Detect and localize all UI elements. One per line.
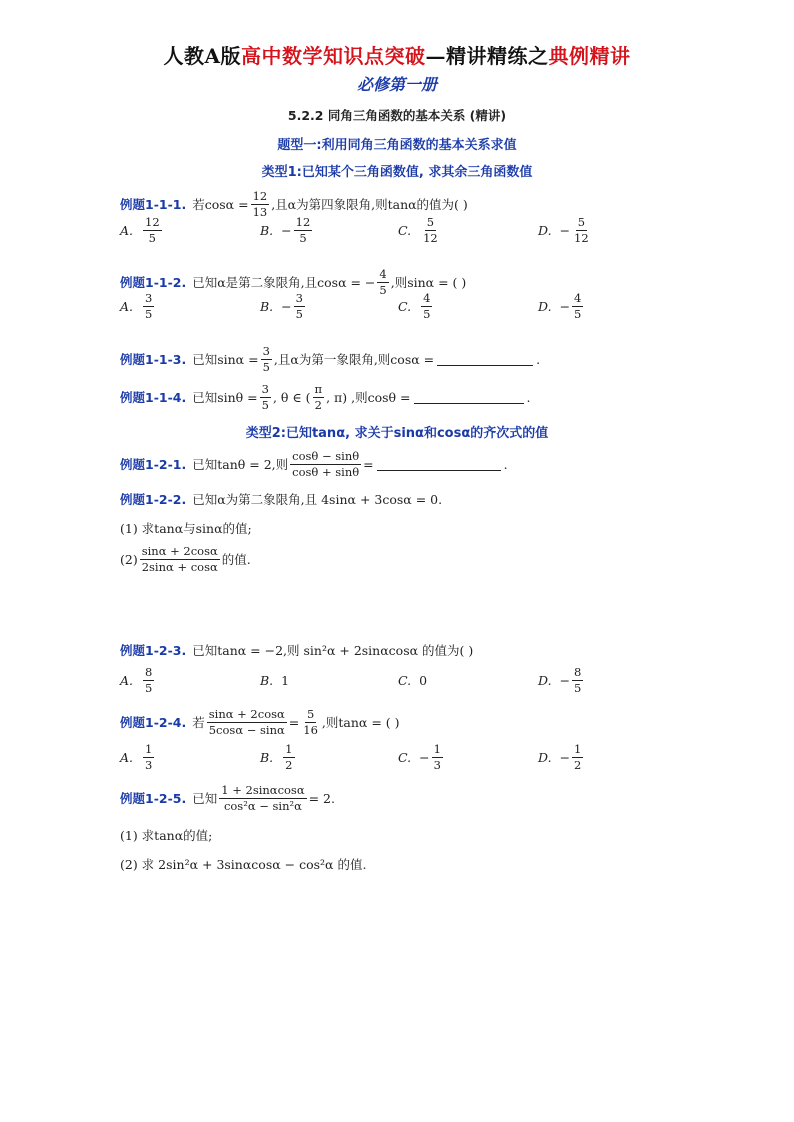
fraction	[313, 383, 325, 411]
numerator: 3	[145, 290, 153, 305]
option-d[interactable]	[538, 743, 585, 771]
denominator: 5	[574, 306, 582, 321]
problem-text: = 2.	[308, 790, 335, 806]
fraction	[283, 743, 294, 771]
denominator: 2	[314, 397, 322, 412]
problem-1-2-3	[120, 641, 473, 659]
problem-text: .	[503, 456, 508, 472]
option-d[interactable]	[538, 666, 585, 694]
option-sign: −	[559, 222, 571, 238]
denominator: 5	[262, 359, 270, 374]
problem-label: 例题1-2-4.	[120, 715, 187, 731]
numerator: 4	[574, 290, 582, 305]
problem-text: 已知sinθ =	[192, 390, 258, 406]
option-b[interactable]	[260, 673, 289, 688]
type-1-title: 类型1:已知某个三角函数值, 求其余三角函数值	[261, 165, 533, 180]
option-letter: C.	[398, 672, 412, 688]
fraction	[294, 292, 305, 320]
option-sign: −	[419, 749, 430, 765]
problem-text: 已知α为第二象限角,且 4sinα + 3cosα = 0.	[192, 492, 443, 507]
sub-question: (2) 求 2sin²α + 3sinαcosα − cos²α 的值.	[120, 857, 367, 872]
option-letter: A.	[120, 298, 134, 314]
option-letter: B.	[260, 222, 274, 238]
title-part-4: 典例精讲	[548, 44, 631, 68]
option-d[interactable]	[538, 292, 585, 320]
denominator: 2	[574, 757, 582, 772]
problem-text: , π) ,则cosθ =	[326, 390, 411, 406]
fraction	[140, 545, 220, 573]
denominator: 12	[423, 230, 438, 245]
denominator: 5	[261, 397, 269, 412]
denominator: cos²α − sin²α	[223, 798, 302, 813]
denominator: 5	[423, 306, 431, 321]
problem-1-2-5-q2	[120, 855, 366, 873]
fraction	[432, 743, 443, 771]
denominator: 5	[299, 230, 307, 245]
numerator: 3	[261, 382, 269, 396]
sub-question: 的值.	[221, 552, 251, 568]
problem-text: 已知α是第二象限角,且cosα = −	[192, 275, 376, 291]
problem-text: ,且α为第四象限角,则tanα的值为( )	[271, 197, 468, 213]
option-letter: D.	[538, 298, 552, 314]
option-c[interactable]	[398, 743, 445, 771]
numerator: 3	[295, 290, 303, 305]
option-value: 0	[419, 672, 428, 688]
fraction	[301, 708, 320, 736]
problem-1-2-5	[120, 784, 335, 812]
fraction	[219, 784, 306, 812]
denominator: 16	[303, 722, 318, 737]
fraction	[377, 268, 388, 296]
option-c[interactable]	[398, 292, 434, 320]
problem-label: 例题1-1-4.	[120, 390, 187, 406]
denominator: 5	[574, 680, 582, 695]
problem-label: 例题1-1-1.	[120, 197, 187, 213]
numerator: 4	[379, 267, 387, 281]
fraction	[207, 708, 287, 736]
option-letter: D.	[538, 222, 552, 238]
problem-label: 例题1-2-2.	[120, 492, 187, 507]
problem-1-2-2-q2	[120, 545, 251, 573]
problem-1-1-3	[120, 345, 540, 373]
denominator: 5	[145, 680, 153, 695]
denominator: 12	[574, 230, 589, 245]
fraction	[572, 743, 583, 771]
answer-blank[interactable]	[437, 353, 533, 366]
option-b[interactable]	[260, 216, 314, 244]
option-letter: C.	[398, 222, 412, 238]
numerator: 5	[577, 214, 586, 229]
denominator: 5	[148, 230, 156, 245]
option-d[interactable]	[538, 216, 593, 244]
numerator: 5	[426, 214, 435, 229]
problem-label: 例题1-2-5.	[120, 791, 187, 807]
problem-text: 已知	[192, 791, 218, 807]
problem-text: 已知tanα = −2,则 sin²α + 2sinαcosα 的值为( )	[192, 643, 474, 658]
denominator: 5cosα − sinα	[208, 722, 285, 737]
option-letter: A.	[120, 672, 134, 688]
sub-question: (2)	[120, 551, 138, 567]
numerator: sinα + 2cosα	[208, 707, 285, 721]
problem-1-1-1	[120, 190, 468, 218]
problem-1-2-2	[120, 490, 442, 508]
type-2-title: 类型2:已知tanα, 求关于sinα和cosα的齐次式的值	[245, 426, 549, 441]
topic-title: 题型一:利用同角三角函数的基本关系求值	[277, 138, 517, 153]
denominator: 3	[145, 757, 153, 772]
problem-1-2-1	[120, 450, 508, 478]
numerator: cosθ − sinθ	[292, 449, 360, 463]
option-a[interactable]	[120, 743, 156, 771]
title-part-3: —精讲精练之	[425, 44, 549, 68]
numerator: 12	[295, 214, 311, 229]
answer-blank[interactable]	[377, 458, 501, 471]
sub-question: (1) 求tanα与sinα的值;	[120, 521, 252, 536]
fraction	[421, 216, 440, 244]
fraction	[143, 666, 154, 694]
problem-text: =	[288, 714, 300, 730]
numerator: 8	[574, 664, 582, 679]
problem-text: =	[363, 456, 374, 472]
option-b[interactable]	[260, 292, 307, 320]
option-b[interactable]	[260, 743, 297, 771]
fraction	[572, 216, 591, 244]
denominator: 13	[252, 204, 268, 219]
fraction	[572, 292, 583, 320]
document-subtitle: 必修第一册	[356, 75, 437, 94]
option-sign: −	[559, 749, 571, 765]
fraction	[572, 666, 583, 694]
document-title	[0, 40, 794, 69]
option-sign: −	[281, 298, 292, 314]
option-c[interactable]	[398, 673, 427, 688]
numerator: 1	[285, 741, 293, 756]
numerator: 1	[574, 741, 582, 756]
problem-label: 例题1-1-3.	[120, 352, 187, 368]
fraction	[421, 292, 432, 320]
title-part-1: 人教A版	[163, 44, 242, 68]
problem-text: 已知tanθ = 2,则	[192, 457, 289, 473]
denominator: 5	[295, 306, 303, 321]
denominator: 5	[145, 306, 153, 321]
numerator: 1	[433, 741, 441, 756]
problem-1-2-4	[120, 708, 400, 736]
denominator: 5	[379, 282, 387, 297]
problem-text: 若cosα =	[192, 197, 249, 213]
numerator: π	[314, 382, 323, 396]
numerator: 1	[145, 741, 153, 756]
fraction	[251, 190, 270, 218]
option-sign: −	[281, 222, 292, 238]
numerator: 12	[252, 189, 268, 203]
option-letter: D.	[538, 672, 552, 688]
denominator: 2	[285, 757, 293, 772]
section-title: 5.2.2 同角三角函数的基本关系 (精讲)	[287, 108, 507, 123]
option-letter: A.	[120, 749, 134, 765]
option-letter: D.	[538, 749, 552, 765]
numerator: 12	[145, 214, 160, 229]
problem-1-2-2-q1	[120, 519, 252, 537]
fraction	[260, 383, 271, 411]
problem-label: 例题1-2-1.	[120, 457, 187, 473]
fraction	[143, 292, 154, 320]
fraction	[143, 216, 162, 244]
title-part-2: 高中数学知识点突破	[241, 44, 426, 68]
problem-text: 已知sinα =	[192, 352, 259, 368]
numerator: 8	[145, 664, 153, 679]
numerator: 3	[262, 344, 270, 358]
option-letter: B.	[260, 298, 274, 314]
option-sign: −	[559, 298, 571, 314]
problem-text: .	[526, 389, 531, 405]
problem-text: ,且α为第一象限角,则cosα =	[273, 352, 435, 368]
denominator: 3	[433, 757, 441, 772]
numerator: 5	[306, 707, 315, 721]
problem-text: ,则sinα = ( )	[390, 275, 467, 291]
numerator: 4	[423, 290, 431, 305]
option-letter: C.	[398, 749, 412, 765]
problem-text: .	[536, 351, 541, 367]
answer-blank[interactable]	[414, 391, 524, 404]
problem-label: 例题1-2-3.	[120, 643, 187, 658]
problem-text: ,则tanα = ( )	[321, 715, 400, 731]
fraction	[143, 743, 154, 771]
fraction	[294, 216, 313, 244]
numerator: 1 + 2sinαcosα	[221, 783, 305, 797]
denominator: 2sinα + cosα	[141, 559, 218, 574]
numerator: sinα + 2cosα	[141, 544, 218, 558]
option-letter: C.	[398, 298, 412, 314]
problem-label: 例题1-1-2.	[120, 275, 187, 291]
option-a[interactable]	[120, 216, 164, 244]
option-letter: B.	[260, 749, 274, 765]
option-a[interactable]	[120, 666, 156, 694]
option-letter: B.	[260, 672, 274, 688]
problem-text: , θ ∈ (	[272, 389, 311, 405]
option-value: 1	[281, 672, 290, 688]
problem-text: 若	[192, 715, 205, 731]
option-a[interactable]	[120, 292, 156, 320]
denominator: cosθ + sinθ	[292, 464, 360, 479]
problem-1-1-4	[120, 383, 531, 411]
option-c[interactable]	[398, 216, 442, 244]
option-sign: −	[559, 672, 571, 688]
problem-1-2-5-q1	[120, 826, 212, 844]
fraction	[261, 345, 272, 373]
sub-question: (1) 求tanα的值;	[120, 828, 213, 843]
option-letter: A.	[120, 222, 134, 238]
fraction	[290, 450, 361, 478]
